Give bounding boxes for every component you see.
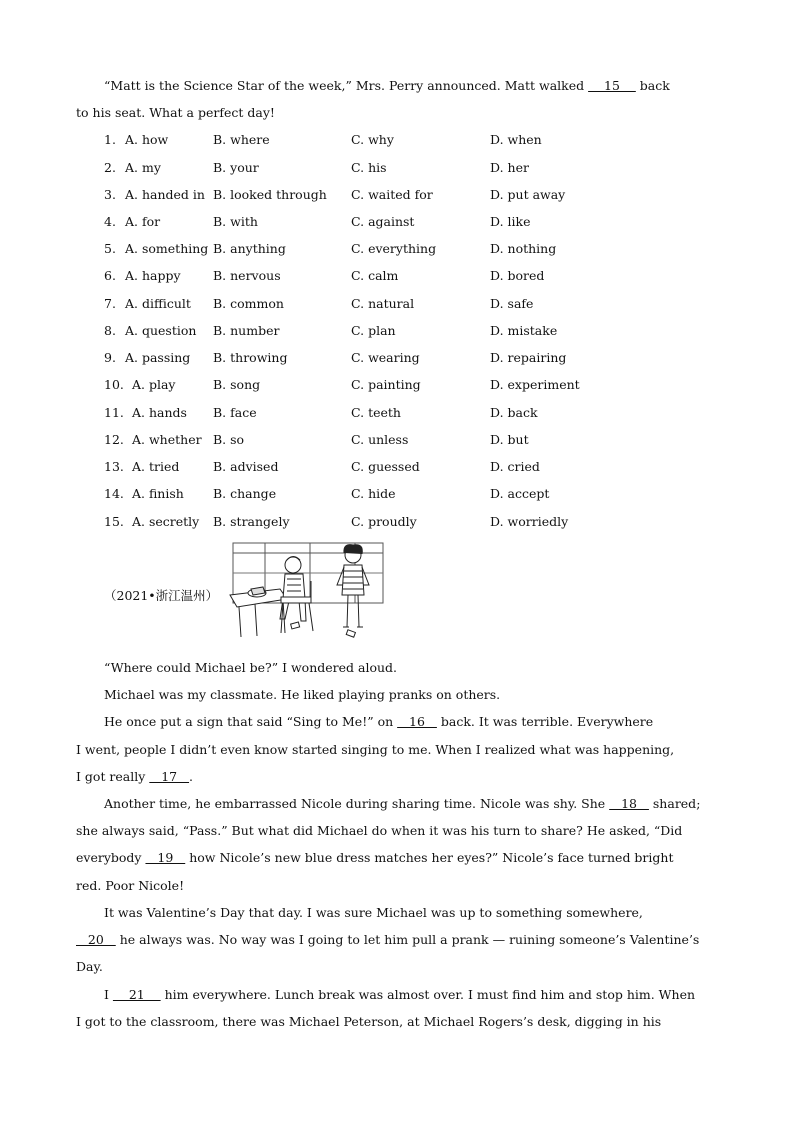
- option-a: A. secretly: [132, 514, 200, 529]
- text: I got really: [76, 769, 150, 784]
- option-number: 15.: [104, 514, 124, 529]
- option-a: A. handed in: [125, 187, 205, 202]
- text: she always said, “Pass.” But what did Michael do when it was his turn to share? He asked, “Did: [76, 823, 683, 838]
- option-b: B. throwing: [213, 350, 288, 365]
- passage2-line: [76, 1014, 661, 1030]
- text: “Matt is the Science Star of the week,” Mrs. Perry announced. Matt walked: [104, 78, 589, 93]
- option-b: B. song: [213, 377, 261, 392]
- passage2-line: [76, 823, 682, 839]
- option-c: C. calm: [351, 268, 399, 283]
- option-a: A. hands: [132, 405, 187, 420]
- passage2-line: [104, 660, 397, 676]
- option-d: D. her: [490, 160, 529, 175]
- option-b: B. looked through: [213, 187, 327, 202]
- option-a: A. for: [125, 214, 161, 229]
- option-d: D. nothing: [490, 241, 557, 256]
- option-c: C. painting: [351, 377, 421, 392]
- text: Day.: [76, 959, 103, 974]
- blank-15: 15: [588, 78, 636, 93]
- option-number: 2.: [104, 160, 116, 175]
- option-d: D. safe: [490, 296, 534, 311]
- text: everybody: [76, 850, 146, 865]
- option-number: 7.: [104, 296, 116, 311]
- option-number: 1.: [104, 132, 116, 147]
- text: how Nicole’s new blue dress matches her eyes?” Nicole’s face turned bright: [185, 850, 674, 865]
- option-a: A. finish: [132, 486, 184, 501]
- passage2-line: [76, 769, 193, 785]
- blank-20: 20: [76, 932, 116, 947]
- option-b: B. strangely: [213, 514, 290, 529]
- option-c: C. hide: [351, 486, 396, 501]
- text: him everywhere. Lunch break was almost over. I must find him and stop him. When: [160, 987, 696, 1002]
- option-number: 14.: [104, 486, 124, 501]
- text: .: [189, 769, 194, 784]
- option-b: B. common: [213, 296, 284, 311]
- option-b: B. number: [213, 323, 280, 338]
- option-d: D. worriedly: [490, 514, 569, 529]
- option-c: C. natural: [351, 296, 415, 311]
- option-number: 13.: [104, 459, 124, 474]
- option-d: D. bored: [490, 268, 545, 283]
- passage2-line: [76, 742, 674, 758]
- option-b: B. with: [213, 214, 258, 229]
- option-c: C. proudly: [351, 514, 417, 529]
- option-c: C. teeth: [351, 405, 401, 420]
- option-number: 3.: [104, 187, 116, 202]
- option-c: C. plan: [351, 323, 396, 338]
- text: shared;: [648, 796, 701, 811]
- passage2-line: [104, 687, 500, 703]
- passage1-line: [76, 105, 275, 121]
- option-a: A. tried: [132, 459, 180, 474]
- option-a: A. difficult: [125, 296, 191, 311]
- text: back. It was terrible. Everywhere: [436, 714, 654, 729]
- option-c: C. why: [351, 132, 394, 147]
- text: I went, people I didn’t even know started singing to me. When I realized what was happening,: [76, 742, 675, 757]
- text: red. Poor Nicole!: [76, 878, 185, 893]
- text: to his seat. What a perfect day!: [76, 105, 275, 120]
- passage2-line: [76, 878, 184, 894]
- option-number: 5.: [104, 241, 116, 256]
- text: “Where could Michael be?” I wondered aloud.: [104, 660, 397, 675]
- text: It was Valentine’s Day that day. I was sure Michael was up to something somewhere,: [104, 905, 643, 920]
- option-c: C. wearing: [351, 350, 420, 365]
- passage2-line: [104, 714, 653, 730]
- text: Michael was my classmate. He liked playing pranks on others.: [104, 687, 501, 702]
- option-c: C. his: [351, 160, 387, 175]
- option-b: B. change: [213, 486, 277, 501]
- option-a: A. whether: [132, 432, 202, 447]
- option-number: 12.: [104, 432, 124, 447]
- option-c: C. everything: [351, 241, 437, 256]
- option-d: D. like: [490, 214, 531, 229]
- option-c: C. guessed: [351, 459, 420, 474]
- blank-19: 19: [145, 850, 186, 865]
- option-number: 9.: [104, 350, 116, 365]
- option-d: D. accept: [490, 486, 550, 501]
- option-b: B. so: [213, 432, 245, 447]
- option-d: D. put away: [490, 187, 566, 202]
- option-b: B. nervous: [213, 268, 281, 283]
- passage2-line: [76, 959, 103, 975]
- option-d: D. cried: [490, 459, 540, 474]
- option-a: A. question: [125, 323, 197, 338]
- option-d: D. experiment: [490, 377, 580, 392]
- text: He once put a sign that said “Sing to Me!” on: [104, 714, 398, 729]
- option-number: 11.: [104, 405, 124, 420]
- option-b: B. your: [213, 160, 259, 175]
- option-b: B. face: [213, 405, 257, 420]
- option-d: D. mistake: [490, 323, 558, 338]
- passage2-line: [104, 905, 643, 921]
- option-c: C. unless: [351, 432, 409, 447]
- passage2-line: [76, 850, 673, 866]
- blank-16: 16: [397, 714, 437, 729]
- option-c: C. against: [351, 214, 415, 229]
- passage2-line: [76, 932, 699, 948]
- option-b: B. anything: [213, 241, 286, 256]
- text: back: [635, 78, 670, 93]
- option-number: 10.: [104, 377, 124, 392]
- text: I got to the classroom, there was Michael Peterson, at Michael Rogers’s desk, digging in his: [76, 1014, 662, 1029]
- option-a: A. how: [125, 132, 169, 147]
- option-a: A. my: [125, 160, 161, 175]
- option-number: 4.: [104, 214, 116, 229]
- source-caption: （2021•浙江温州）: [104, 588, 219, 603]
- passage1-line: [104, 78, 670, 94]
- option-d: D. when: [490, 132, 542, 147]
- option-a: A. happy: [125, 268, 181, 283]
- option-c: C. waited for: [351, 187, 433, 202]
- text: I: [104, 987, 113, 1002]
- option-d: D. but: [490, 432, 529, 447]
- passage2-line: [104, 796, 700, 812]
- option-number: 8.: [104, 323, 116, 338]
- blank-21: 21: [112, 987, 161, 1002]
- text: Another time, he embarrassed Nicole during sharing time. Nicole was shy. She: [104, 796, 610, 811]
- option-number: 6.: [104, 268, 116, 283]
- option-a: A. something: [125, 241, 209, 256]
- text: he always was. No way was I going to let him pull a prank — ruining someone’s Valentine’s: [115, 932, 700, 947]
- option-d: D. back: [490, 405, 538, 420]
- option-b: B. where: [213, 132, 270, 147]
- passage2-line: [104, 987, 695, 1003]
- classroom-illustration: [225, 541, 385, 641]
- option-d: D. repairing: [490, 350, 567, 365]
- option-b: B. advised: [213, 459, 279, 474]
- option-a: A. play: [132, 377, 176, 392]
- option-a: A. passing: [125, 350, 191, 365]
- blank-18: 18: [609, 796, 649, 811]
- blank-17: 17: [149, 769, 190, 784]
